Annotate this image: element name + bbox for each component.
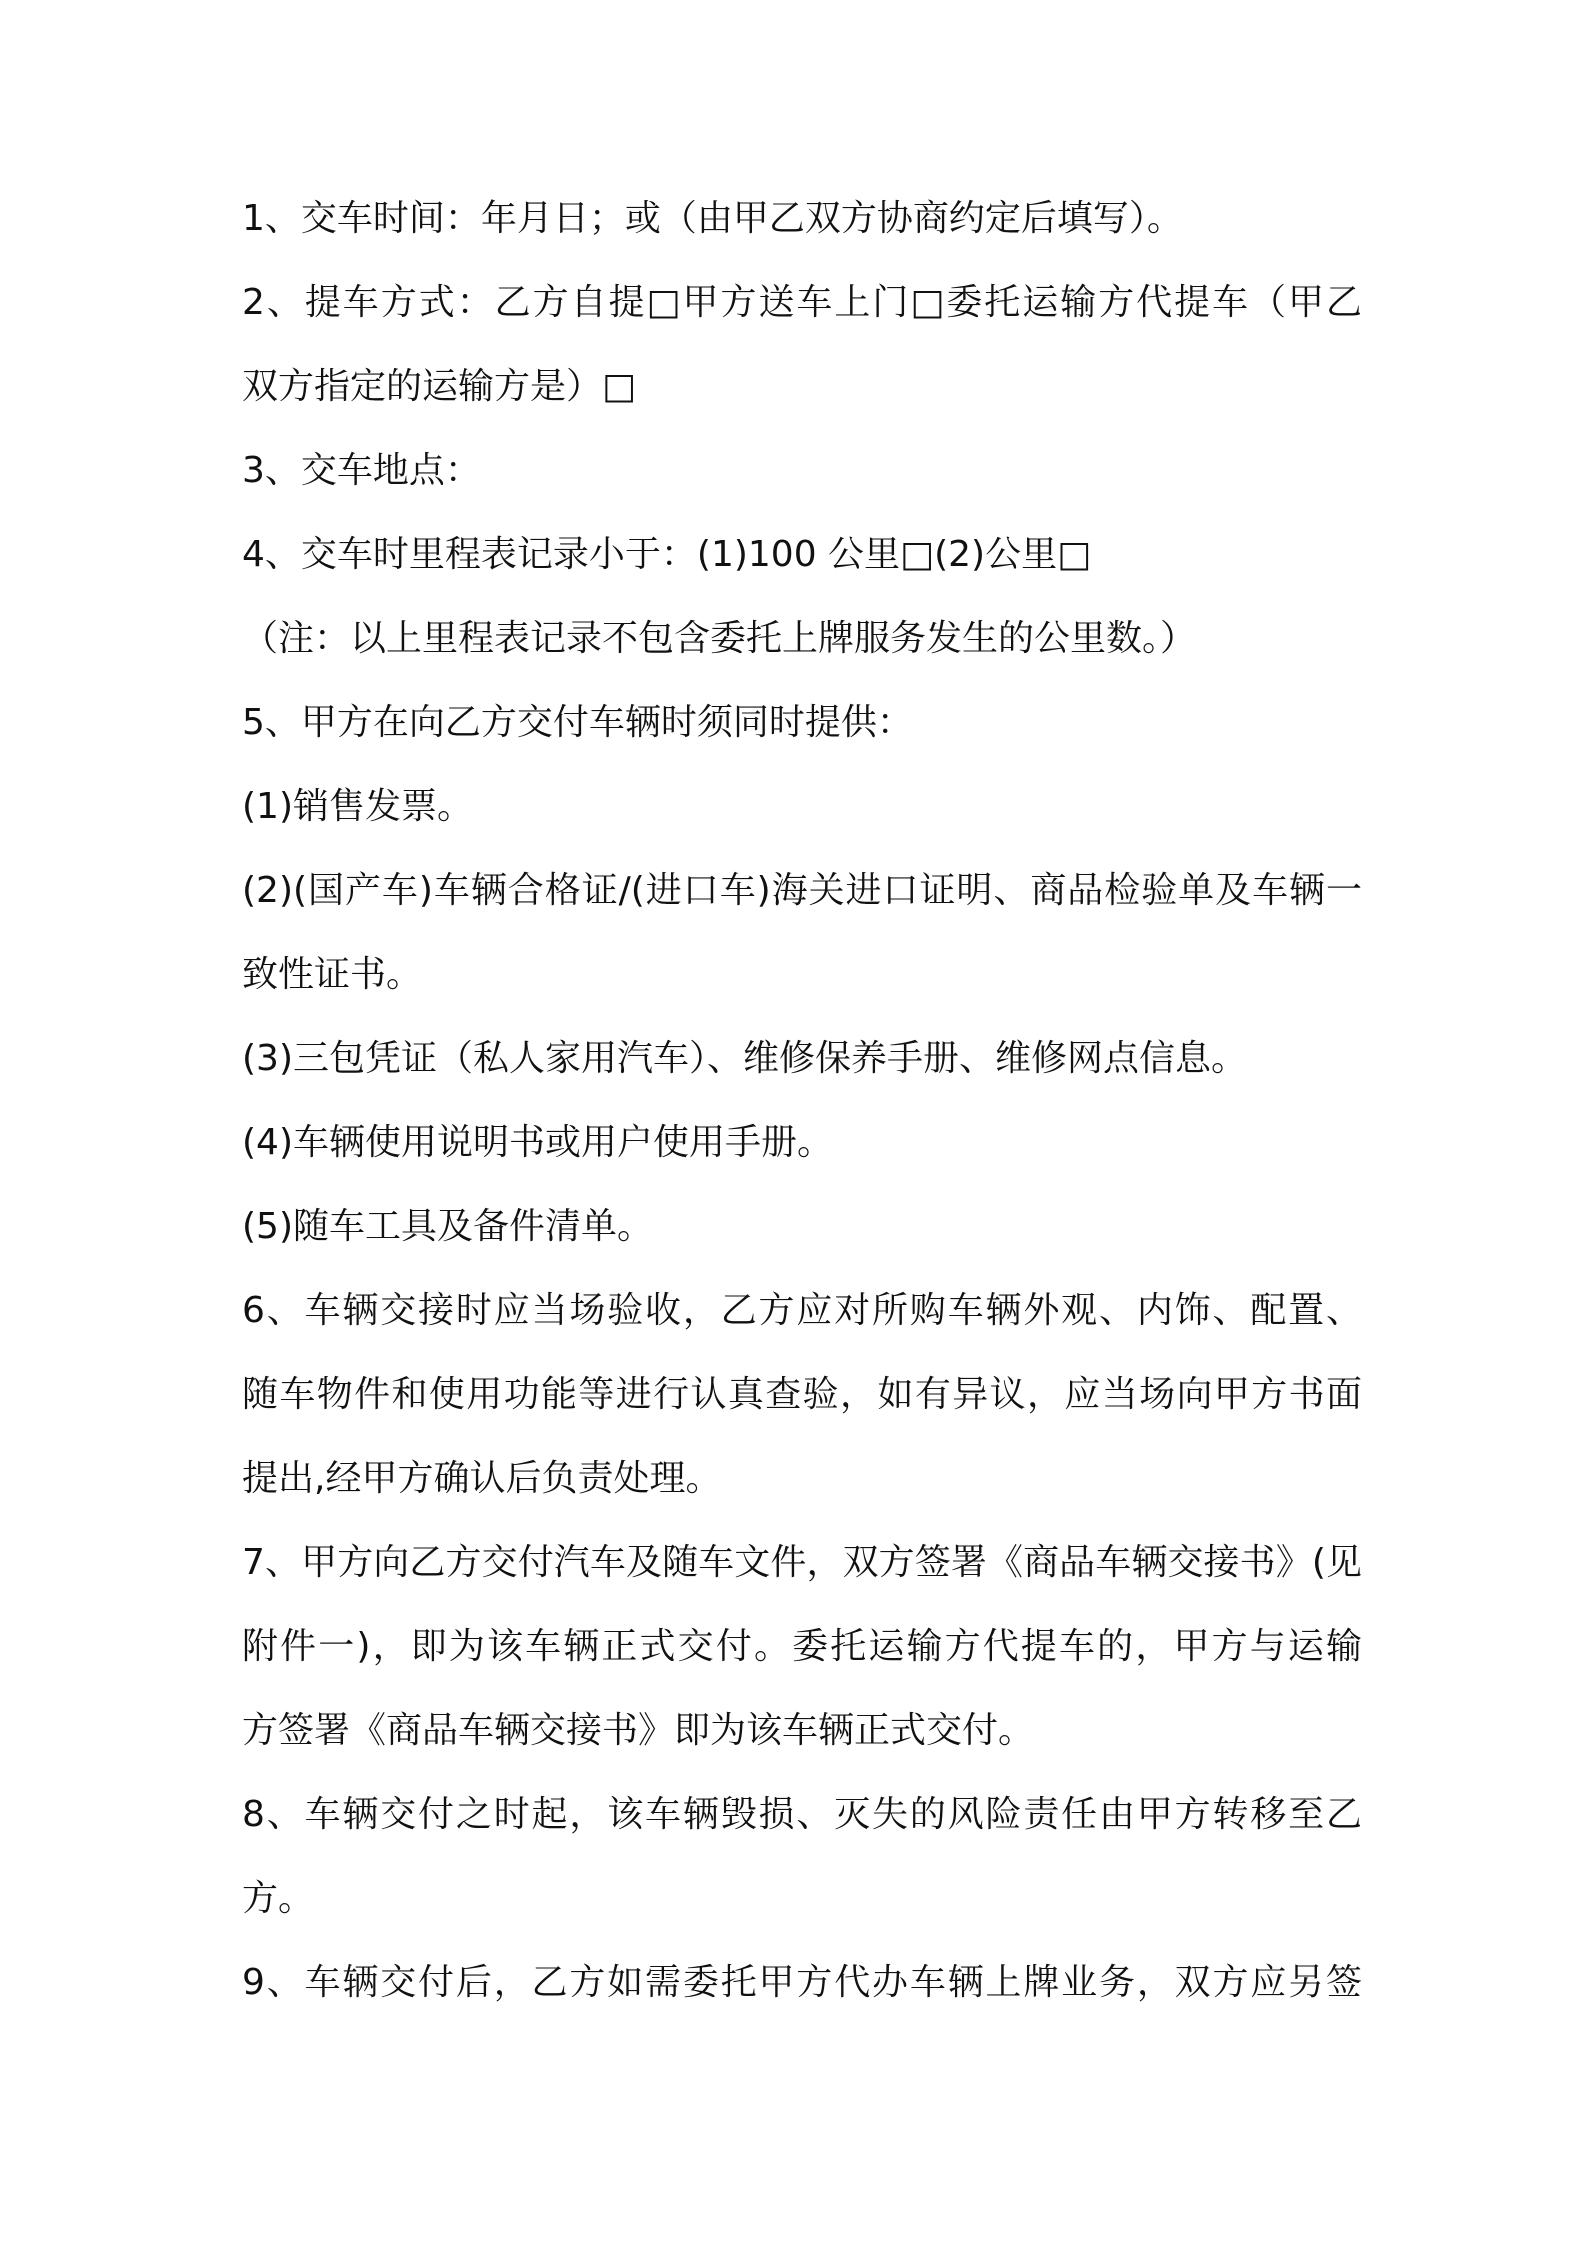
document-body: [242, 198, 1362, 2046]
text-line: 随车物件和使用功能等进行认真查验，如有异议，应当场向甲方书面: [242, 1374, 1362, 1415]
text-line: 5、甲方在向乙方交付车辆时须同时提供：: [242, 702, 913, 743]
text-line: 附件一)，即为该车辆正式交付。委托运输方代提车的，甲方与运输: [242, 1626, 1362, 1667]
text-line: 方。: [242, 1878, 315, 1919]
text-line: (2)(国产车)车辆合格证/(进口车)海关进口证明、商品检验单及车辆一: [242, 870, 1362, 911]
text-line: 致性证书。: [242, 954, 423, 995]
text-line: 提出,经甲方确认后负责处理。: [242, 1458, 722, 1499]
text-line: 7、甲方向乙方交付汽车及随车文件，双方签署《商品车辆交接书》(见: [242, 1542, 1362, 1583]
text-line: 3、交车地点：: [242, 450, 481, 491]
text-line: （注：以上里程表记录不包含委托上牌服务发生的公里数。）: [242, 618, 1197, 659]
text-line: 4、交车时里程表记录小于：(1)100 公里□(2)公里□: [242, 534, 1092, 575]
text-line: 2、提车方式：乙方自提□甲方送车上门□委托运输方代提车（甲乙: [242, 282, 1362, 323]
text-line: 双方指定的运输方是）□: [242, 366, 637, 407]
text-line: 8、车辆交付之时起，该车辆毁损、灭失的风险责任由甲方转移至乙: [242, 1794, 1362, 1835]
text-line: 方签署《商品车辆交接书》即为该车辆正式交付。: [242, 1710, 1035, 1751]
text-line: 1、交车时间：年月日；或（由甲乙双方协商约定后填写）。: [242, 198, 1183, 239]
text-line: 6、车辆交接时应当场验收，乙方应对所购车辆外观、内饰、配置、: [242, 1290, 1362, 1331]
text-line: 9、车辆交付后，乙方如需委托甲方代办车辆上牌业务，双方应另签: [242, 1962, 1362, 2003]
text-line: (1)销售发票。: [242, 786, 473, 827]
text-line: (3)三包凭证（私人家用汽车）、维修保养手册、维修网点信息。: [242, 1038, 1247, 1079]
text-line: (5)随车工具及备件清单。: [242, 1206, 653, 1247]
text-line: (4)车辆使用说明书或用户使用手册。: [242, 1122, 833, 1163]
